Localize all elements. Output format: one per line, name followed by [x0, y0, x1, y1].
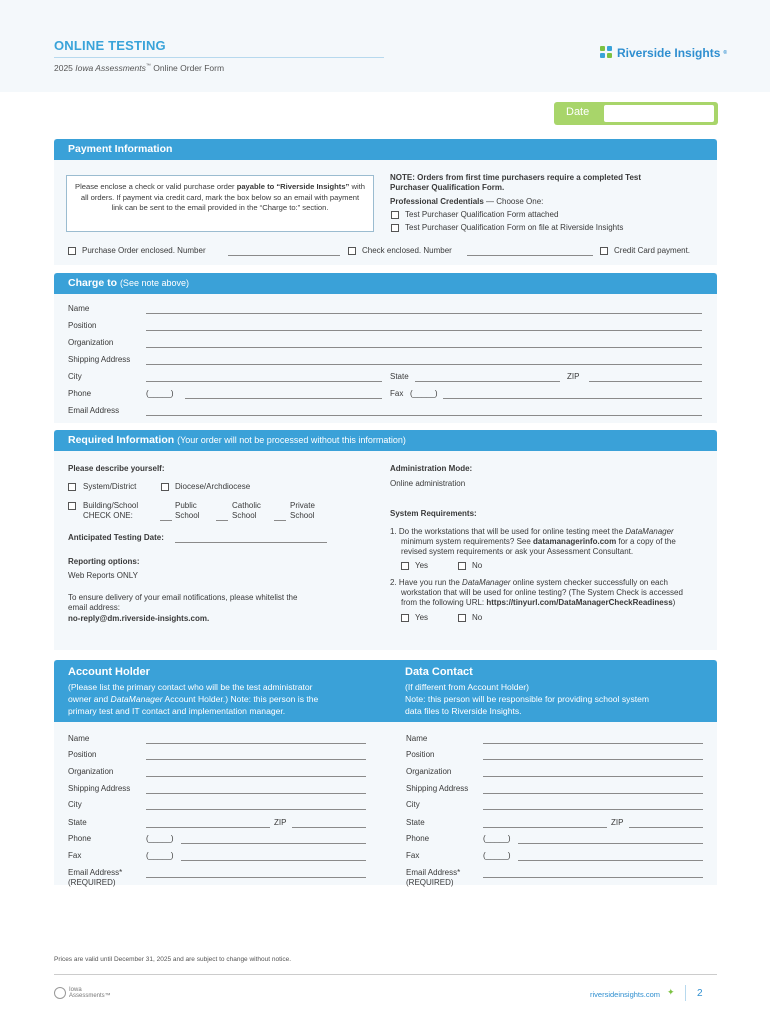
ah-address-label: Shipping Address [68, 784, 131, 793]
whitelist-text-2: email address: [68, 603, 121, 612]
cred-onfile-checkbox[interactable] [391, 224, 399, 232]
dc-fax-label: Fax [406, 851, 420, 860]
check-one-label: CHECK ONE: [83, 511, 133, 520]
iowa-assessments-logo: Iowa Assessments™ [54, 987, 111, 999]
dc-address-field[interactable] [483, 793, 703, 794]
charge-email-field[interactable] [146, 415, 702, 416]
q1-line-2: minimum system requirements? See datamanagerinfo.com for a copy of the [401, 537, 676, 546]
riverside-logo: Riverside Insights ® [600, 46, 727, 60]
ah-organization-field[interactable] [146, 776, 366, 777]
charge-address-label: Shipping Address [68, 355, 131, 364]
charge-fax-field[interactable] [443, 398, 702, 399]
dc-city-field[interactable] [483, 809, 703, 810]
ah-state-field[interactable] [146, 827, 270, 828]
cred-onfile-label: Test Purchaser Qualification Form on file at Riverside Insights [405, 223, 624, 232]
riverside-logo-icon [600, 46, 614, 60]
dc-state-label: State [406, 818, 425, 827]
public-school-blank[interactable] [160, 520, 172, 521]
ah-city-field[interactable] [146, 809, 366, 810]
cursor-icon: ✦ [667, 987, 675, 997]
po-checkbox[interactable] [68, 247, 76, 255]
page-subtitle: 2025 Iowa Assessments™ Online Order Form [54, 63, 225, 73]
account-holder-desc: (Please list the primary contact who will be the test administrator owner and DataManager Account Holder.) Note: this person is the primary test and IT contact and implementation manager. [68, 682, 319, 716]
dc-zip-label: ZIP [611, 818, 624, 827]
dc-fax-field[interactable] [518, 860, 703, 861]
building-school-checkbox[interactable] [68, 502, 76, 510]
diocese-label: Diocese/Archdiocese [175, 482, 251, 491]
describe-label: Please describe yourself: [68, 464, 165, 473]
public-school-label: School [175, 511, 200, 520]
dc-position-label: Position [406, 750, 435, 759]
public-label: Public [175, 501, 197, 510]
first-time-note: NOTE: Orders from first time purchasers require a completed Test Purchaser Qualification Form. [390, 173, 642, 192]
page-title: ONLINE TESTING [54, 38, 166, 53]
prices-note: Prices are valid until December 31, 2025 and are subject to change without notice. [54, 956, 292, 963]
dc-organization-label: Organization [406, 767, 452, 776]
dc-phone-label: Phone [406, 834, 430, 843]
account-holder-title: Account Holder [68, 666, 150, 678]
charge-fax-label: Fax [390, 389, 404, 398]
footer-divider [54, 974, 717, 975]
private-label: Private [290, 501, 315, 510]
dc-name-label: Name [406, 734, 428, 743]
check-checkbox[interactable] [348, 247, 356, 255]
system-district-checkbox[interactable] [68, 483, 76, 491]
q1-yes-checkbox[interactable] [401, 562, 409, 570]
credit-card-label: Credit Card payment. [614, 246, 691, 255]
date-input[interactable] [604, 105, 714, 122]
dc-email-label: Email Address* [406, 868, 461, 877]
dc-state-field[interactable] [483, 827, 607, 828]
po-number-field[interactable] [228, 255, 340, 256]
charge-position-field[interactable] [146, 330, 702, 331]
check-number-field[interactable] [467, 255, 593, 256]
private-school-label: School [290, 511, 315, 520]
ah-fax-label: Fax [68, 851, 82, 860]
q1-no-checkbox[interactable] [458, 562, 466, 570]
data-contact-desc: (If different from Account Holder) Note: this person will be responsible for providing school system data files to Riverside Insights. [405, 682, 650, 716]
charge-email-label: Email Address [68, 406, 120, 415]
page-number: 2 [697, 988, 703, 999]
data-contact-title: Data Contact [405, 666, 473, 678]
ah-position-label: Position [68, 750, 97, 759]
testing-date-field[interactable] [175, 542, 327, 543]
q2-yes-label: Yes [415, 613, 429, 622]
footer-separator [685, 985, 686, 1001]
charge-organization-label: Organization [68, 338, 114, 347]
admin-mode-value: Online administration [390, 479, 466, 488]
ah-name-field[interactable] [146, 743, 366, 744]
charge-zip-field[interactable] [589, 381, 702, 382]
q2-line-3: from the following URL: https://tinyurl.com/DataManagerCheckReadiness) [401, 598, 676, 607]
charge-phone-field[interactable] [185, 398, 382, 399]
testing-date-label: Anticipated Testing Date: [68, 533, 164, 542]
charge-name-field[interactable] [146, 313, 702, 314]
building-school-label: Building/School [83, 501, 139, 510]
charge-name-label: Name [68, 304, 90, 313]
private-school-blank[interactable] [274, 520, 286, 521]
cred-attached-label: Test Purchaser Qualification Form attached [405, 210, 559, 219]
ah-phone-label: Phone [68, 834, 92, 843]
check-label: Check enclosed. Number [362, 246, 452, 255]
footer-website-link[interactable]: riversideinsights.com [590, 990, 661, 999]
po-label: Purchase Order enclosed. Number [82, 246, 206, 255]
ah-email-required: (REQUIRED) [68, 878, 116, 887]
q2-no-checkbox[interactable] [458, 614, 466, 622]
dc-fax-area[interactable]: (_____) [483, 851, 511, 860]
charge-state-label: State [390, 372, 409, 381]
whitelist-text-1: To ensure delivery of your email notifications, please whitelist the [68, 593, 298, 602]
dc-position-field[interactable] [483, 759, 703, 760]
cred-attached-checkbox[interactable] [391, 211, 399, 219]
q1-line-3: revised system requirements or ask your Assessment Consultant. [401, 547, 634, 556]
charge-address-field[interactable] [146, 364, 702, 365]
ah-city-label: City [68, 800, 82, 809]
catholic-school-label: School [232, 511, 257, 520]
iowa-logo-icon [54, 987, 66, 999]
dc-email-required: (REQUIRED) [406, 878, 454, 887]
ah-state-label: State [68, 818, 87, 827]
whitelist-email: no-reply@dm.riverside-insights.com. [68, 614, 210, 623]
charge-fax-area[interactable]: (_____) [410, 389, 438, 398]
reporting-value: Web Reports ONLY [68, 571, 138, 580]
credentials-label: Professional Credentials — Choose One: [390, 197, 544, 206]
required-header: Required Information (Your order will not be processed without this information) [54, 430, 717, 451]
ah-email-label: Email Address* [68, 868, 123, 877]
q1-yes-label: Yes [415, 561, 429, 570]
catholic-label: Catholic [232, 501, 261, 510]
charge-position-label: Position [68, 321, 97, 330]
q2-line-2: workstation that will be used for online testing? (The System Check is accessed [401, 588, 683, 597]
title-divider [54, 57, 384, 58]
ah-organization-label: Organization [68, 767, 114, 776]
dc-zip-field[interactable] [629, 827, 703, 828]
ah-zip-label: ZIP [274, 818, 287, 827]
dc-phone-field[interactable] [518, 843, 703, 844]
q2-yes-checkbox[interactable] [401, 614, 409, 622]
charge-state-field[interactable] [415, 381, 560, 382]
payment-header: Payment Information [54, 139, 717, 160]
ah-email-field[interactable] [146, 877, 366, 878]
sysreq-label: System Requirements: [390, 509, 477, 518]
ah-address-field[interactable] [146, 793, 366, 794]
q2-line-1: 2. Have you run the DataManager online system checker successfully on each [390, 578, 668, 587]
ah-fax-area[interactable]: (_____) [146, 851, 174, 860]
dc-address-label: Shipping Address [406, 784, 469, 793]
charge-city-field[interactable] [146, 381, 382, 382]
credit-card-checkbox[interactable] [600, 247, 608, 255]
charge-zip-label: ZIP [567, 372, 580, 381]
system-district-label: System/District [83, 482, 137, 491]
charge-phone-area[interactable]: (_____) [146, 389, 174, 398]
ah-name-label: Name [68, 734, 90, 743]
q2-no-label: No [472, 613, 483, 622]
dc-email-field[interactable] [483, 877, 703, 878]
diocese-checkbox[interactable] [161, 483, 169, 491]
charge-panel [54, 273, 717, 423]
admin-mode-label: Administration Mode: [390, 464, 473, 473]
date-label: Date [566, 106, 590, 118]
ah-zip-field[interactable] [292, 827, 366, 828]
dc-name-field[interactable] [483, 743, 703, 744]
charge-phone-label: Phone [68, 389, 92, 398]
charge-organization-field[interactable] [146, 347, 702, 348]
payment-note: Please enclose a check or valid purchase order payable to “Riverside Insights” with all orders. If payment via credit card, mark the box below so an email with payment link can be sent to the email provided in the “Charge to:” section. [66, 175, 374, 232]
reporting-label: Reporting options: [68, 557, 140, 566]
charge-header: Charge to (See note above) [54, 273, 717, 294]
ah-position-field[interactable] [146, 759, 366, 760]
catholic-school-blank[interactable] [216, 520, 228, 521]
ah-phone-field[interactable] [181, 843, 366, 844]
dc-city-label: City [406, 800, 420, 809]
ah-phone-area[interactable]: (_____) [146, 834, 174, 843]
charge-city-label: City [68, 372, 82, 381]
dc-organization-field[interactable] [483, 776, 703, 777]
q1-line-1: 1. Do the workstations that will be used for online testing meet the DataManager [390, 527, 674, 536]
ah-fax-field[interactable] [181, 860, 366, 861]
dc-phone-area[interactable]: (_____) [483, 834, 511, 843]
q1-no-label: No [472, 561, 483, 570]
